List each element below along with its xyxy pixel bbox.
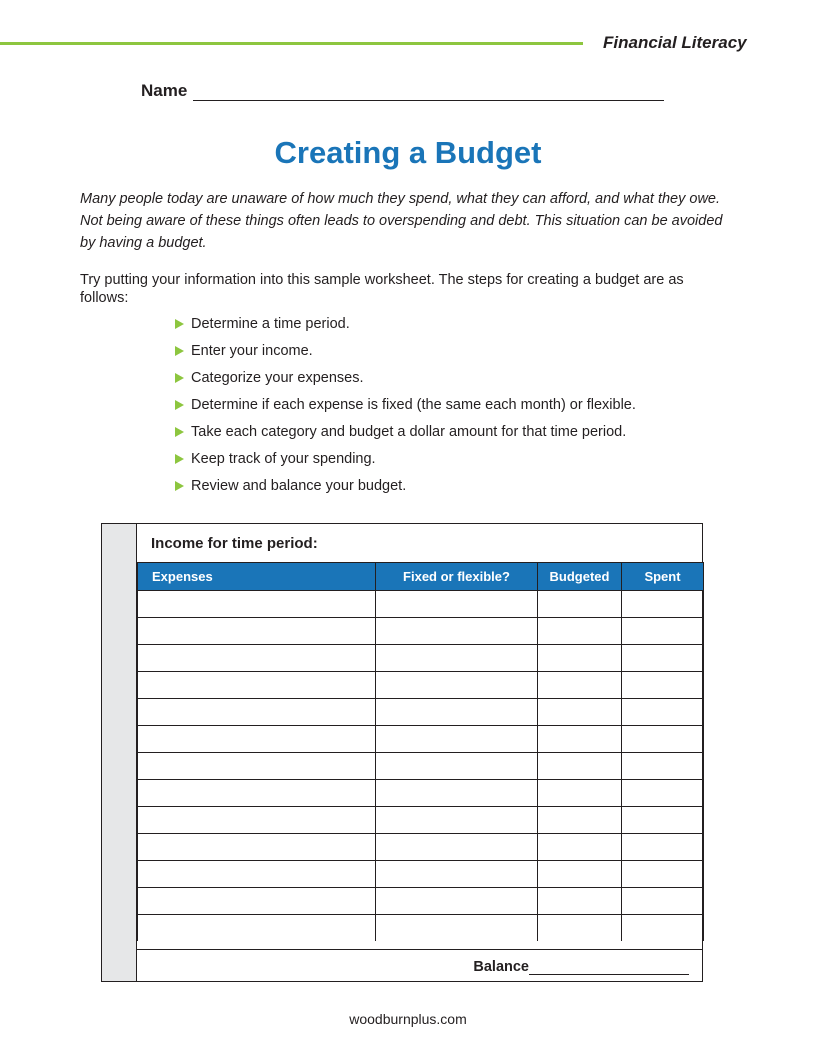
- spent-cell[interactable]: [622, 807, 704, 834]
- spent-cell[interactable]: [622, 780, 704, 807]
- triangle-bullet-icon: [175, 346, 184, 356]
- table-row: [138, 888, 704, 915]
- table-row: [138, 915, 704, 942]
- step-item: [175, 337, 636, 364]
- budgeted-cell[interactable]: [538, 834, 622, 861]
- name-blank-line[interactable]: [193, 85, 664, 101]
- budgeted-cell[interactable]: [538, 780, 622, 807]
- fixed-or-flexible-cell[interactable]: [376, 834, 538, 861]
- step-text: Determine a time period.: [191, 315, 350, 332]
- expense-cell[interactable]: [138, 726, 376, 753]
- step-item: [175, 364, 636, 391]
- triangle-bullet-icon: [175, 400, 184, 410]
- fixed-or-flexible-cell[interactable]: [376, 672, 538, 699]
- fixed-or-flexible-cell[interactable]: [376, 726, 538, 753]
- spent-cell[interactable]: [622, 591, 704, 618]
- page-title: Creating a Budget: [274, 135, 542, 170]
- expense-cell[interactable]: [138, 753, 376, 780]
- step-text: Enter your income.: [191, 342, 313, 359]
- triangle-bullet-icon: [175, 454, 184, 464]
- budget-worksheet: [101, 523, 703, 982]
- footer-website: woodburnplus.com: [349, 1011, 467, 1027]
- triangle-bullet-icon: [175, 373, 184, 383]
- budgeted-cell[interactable]: [538, 591, 622, 618]
- spent-cell[interactable]: [622, 753, 704, 780]
- step-item: [175, 391, 636, 418]
- fixed-or-flexible-cell[interactable]: [376, 807, 538, 834]
- expense-cell[interactable]: [138, 780, 376, 807]
- fixed-or-flexible-cell[interactable]: [376, 591, 538, 618]
- steps-intro: Try putting your information into this sample worksheet. The steps for creating a budget are as follows:: [80, 272, 684, 306]
- table-row: [138, 672, 704, 699]
- spent-cell[interactable]: [622, 618, 704, 645]
- balance-label: Balance: [473, 959, 529, 975]
- budgeted-cell[interactable]: [538, 753, 622, 780]
- fixed-or-flexible-cell[interactable]: [376, 888, 538, 915]
- income-row: [137, 524, 702, 562]
- expense-cell[interactable]: [138, 591, 376, 618]
- fixed-or-flexible-cell[interactable]: [376, 861, 538, 888]
- spent-cell[interactable]: [622, 915, 704, 942]
- column-header-fixed-or-flexible: Fixed or flexible?: [376, 563, 538, 591]
- triangle-bullet-icon: [175, 427, 184, 437]
- table-header-row: [138, 563, 704, 591]
- worksheet-side-strip: [102, 524, 137, 981]
- intro-paragraph: Many people today are unaware of how much they spend, what they can afford, and what they owe. Not being aware of these things often leads to overspending and debt. This situation can be avoided by having a budget.: [80, 191, 723, 251]
- table-row: [138, 834, 704, 861]
- steps-list: [175, 310, 636, 499]
- budgeted-cell[interactable]: [538, 807, 622, 834]
- fixed-or-flexible-cell[interactable]: [376, 645, 538, 672]
- expense-cell[interactable]: [138, 807, 376, 834]
- expense-cell[interactable]: [138, 672, 376, 699]
- budgeted-cell[interactable]: [538, 861, 622, 888]
- table-row: [138, 780, 704, 807]
- step-item: [175, 472, 636, 499]
- table-row: [138, 861, 704, 888]
- table-row: [138, 726, 704, 753]
- expense-cell[interactable]: [138, 861, 376, 888]
- expense-cell[interactable]: [138, 834, 376, 861]
- column-header-spent: Spent: [622, 563, 704, 591]
- expense-cell[interactable]: [138, 888, 376, 915]
- expense-cell[interactable]: [138, 645, 376, 672]
- income-label: Income for time period:: [151, 534, 318, 552]
- balance-blank-line[interactable]: [529, 960, 689, 975]
- table-row: [138, 807, 704, 834]
- step-text: Review and balance your budget.: [191, 477, 407, 494]
- series-title: Financial Literacy: [603, 33, 747, 52]
- spent-cell[interactable]: [622, 645, 704, 672]
- column-header-expenses: Expenses: [138, 563, 376, 591]
- table-row: [138, 753, 704, 780]
- triangle-bullet-icon: [175, 319, 184, 329]
- budgeted-cell[interactable]: [538, 915, 622, 942]
- budgeted-cell[interactable]: [538, 672, 622, 699]
- balance-row: [137, 949, 702, 981]
- budgeted-cell[interactable]: [538, 645, 622, 672]
- step-item: [175, 310, 636, 337]
- step-text: Determine if each expense is fixed (the same each month) or flexible.: [191, 396, 636, 413]
- step-item: [175, 418, 636, 445]
- spent-cell[interactable]: [622, 861, 704, 888]
- fixed-or-flexible-cell[interactable]: [376, 753, 538, 780]
- budgeted-cell[interactable]: [538, 699, 622, 726]
- name-label: Name: [141, 81, 188, 100]
- expense-cell[interactable]: [138, 915, 376, 942]
- fixed-or-flexible-cell[interactable]: [376, 618, 538, 645]
- fixed-or-flexible-cell[interactable]: [376, 915, 538, 942]
- spent-cell[interactable]: [622, 672, 704, 699]
- expenses-table: [137, 562, 704, 941]
- spent-cell[interactable]: [622, 699, 704, 726]
- spent-cell[interactable]: [622, 888, 704, 915]
- triangle-bullet-icon: [175, 481, 184, 491]
- column-header-budgeted: Budgeted: [538, 563, 622, 591]
- step-text: Take each category and budget a dollar amount for that time period.: [191, 423, 627, 440]
- spent-cell[interactable]: [622, 726, 704, 753]
- step-item: [175, 445, 636, 472]
- table-row: [138, 591, 704, 618]
- fixed-or-flexible-cell[interactable]: [376, 699, 538, 726]
- expense-cell[interactable]: [138, 699, 376, 726]
- step-text: Keep track of your spending.: [191, 450, 376, 467]
- budgeted-cell[interactable]: [538, 618, 622, 645]
- budgeted-cell[interactable]: [538, 888, 622, 915]
- expense-cell[interactable]: [138, 618, 376, 645]
- table-row: [138, 618, 704, 645]
- step-text: Categorize your expenses.: [191, 369, 364, 386]
- table-row: [138, 699, 704, 726]
- balance-field: [473, 959, 689, 975]
- header-rule: [0, 42, 583, 45]
- fixed-or-flexible-cell[interactable]: [376, 780, 538, 807]
- budgeted-cell[interactable]: [538, 726, 622, 753]
- name-field: [141, 81, 664, 101]
- spent-cell[interactable]: [622, 834, 704, 861]
- table-row: [138, 645, 704, 672]
